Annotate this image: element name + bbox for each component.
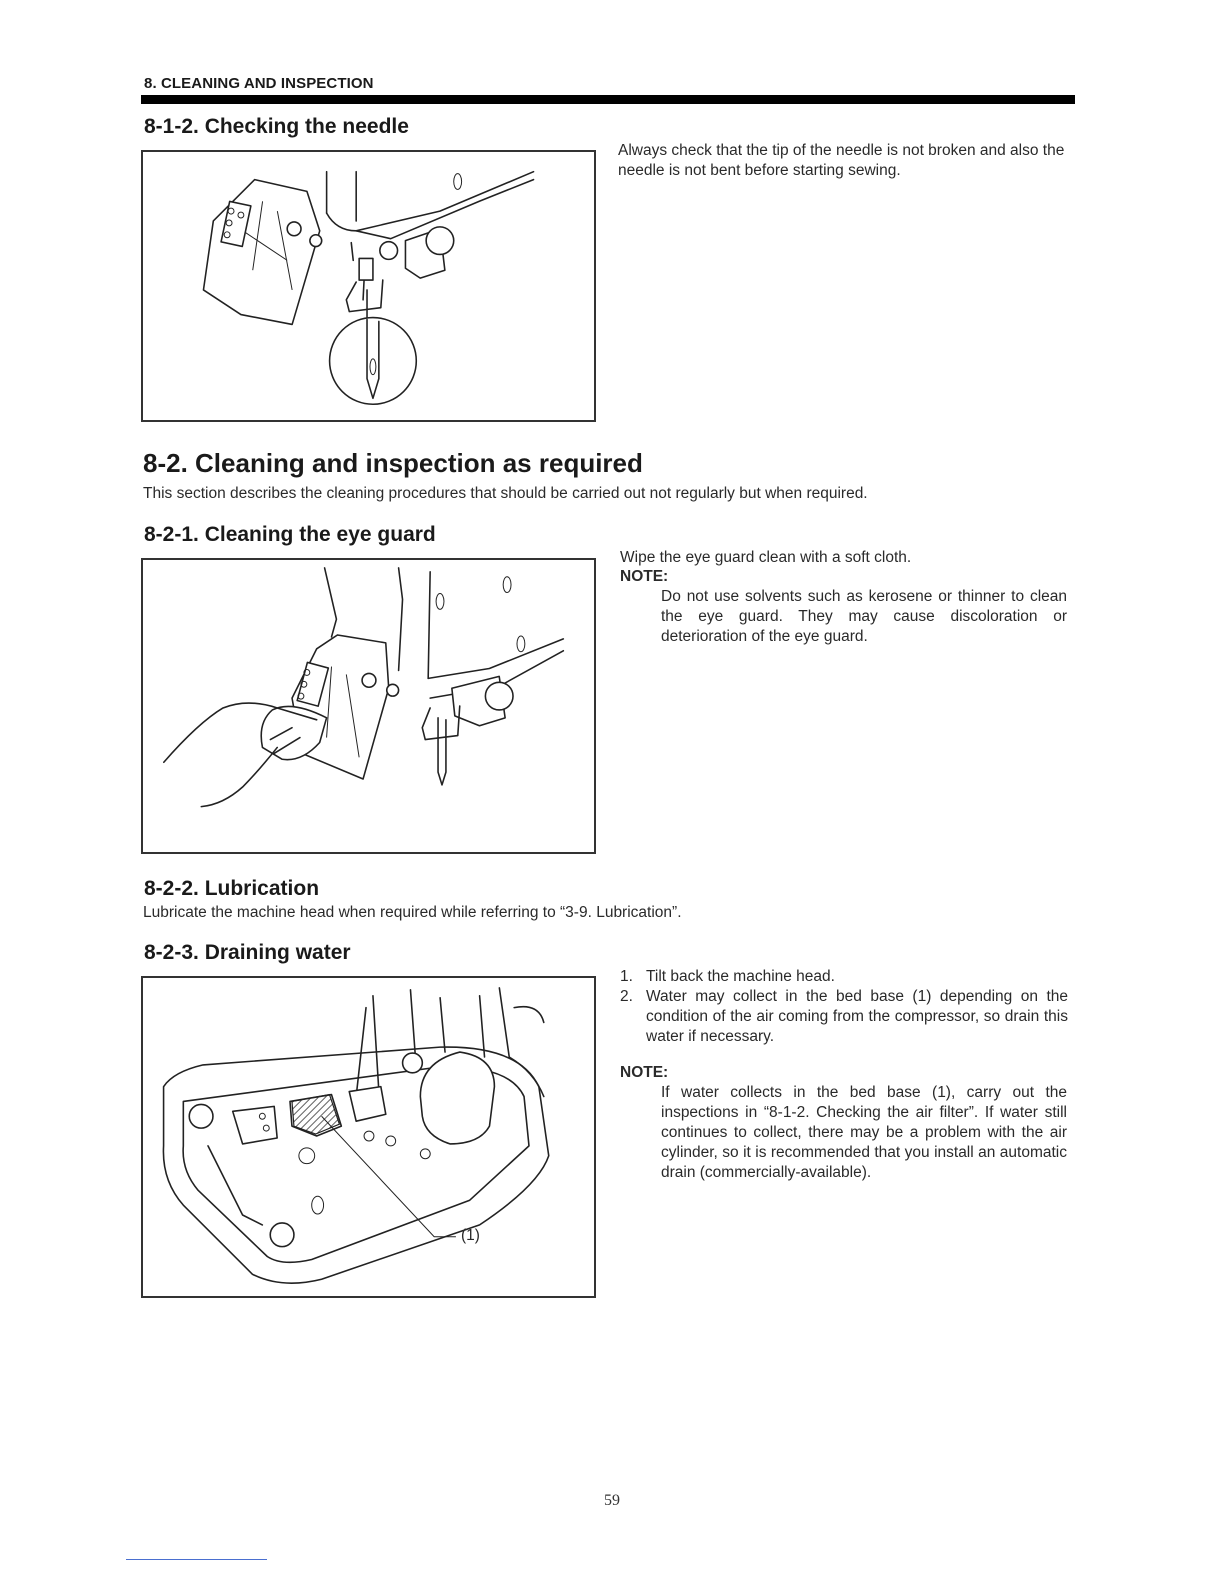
step-number: 2. (620, 988, 633, 1005)
header-rule (141, 95, 1075, 104)
heading-cleaning-eye-guard: 8-2-1. Cleaning the eye guard (144, 523, 436, 546)
page-number: 59 (604, 1492, 620, 1509)
heading-checking-needle: 8-1-2. Checking the needle (144, 115, 409, 138)
heading-draining-water: 8-2-3. Draining water (144, 941, 351, 964)
figure-draining-water (141, 976, 596, 1298)
draining-steps-list (620, 967, 1068, 1047)
callout-bed-base: (1) (461, 1227, 480, 1244)
step-text: Tilt back the machine head. (646, 968, 835, 985)
text-eye-guard-wipe: Wipe the eye guard clean with a soft cloth. (620, 549, 912, 566)
running-header: 8. CLEANING AND INSPECTION (144, 75, 374, 92)
step-number: 1. (620, 968, 633, 985)
section-title-cleaning-inspection: 8-2. Cleaning and inspection as required (143, 448, 643, 478)
note-text-draining: If water collects in the bed base (1), carry out the inspections in “8-1-2. Checking the air filter”. If water still continues to collect, there may be a problem with the air cylinder, so it is recommended that you install an automatic drain (commercially-available). (661, 1084, 1067, 1181)
step-text: Water may collect in the bed base (1) depending on the condition of the air coming from the compressor, so drain this water if necessary. (646, 988, 1068, 1045)
list-item (620, 987, 1068, 1047)
heading-lubrication: 8-2-2. Lubrication (144, 877, 320, 900)
section-intro: This section describes the cleaning procedures that should be carried out not regularly but when required. (143, 485, 868, 502)
note-label-draining: NOTE: (620, 1064, 669, 1081)
text-checking-needle: Always check that the tip of the needle is not broken and also the needle is not bent before starting sewing. (618, 142, 1065, 179)
footer-line (126, 1559, 267, 1560)
figure-cleaning-eye-guard (141, 558, 596, 854)
note-label-eye-guard: NOTE: (620, 568, 669, 585)
eye-guard-illustration (143, 560, 594, 852)
note-text-eye-guard: Do not use solvents such as kerosene or thinner to clean the eye guard. They may cause discoloration or deterioration of the eye guard. (661, 588, 1067, 645)
figure-checking-needle (141, 150, 596, 422)
bed-base-illustration (143, 978, 594, 1296)
text-lubrication: Lubricate the machine head when required while referring to “3-9. Lubrication”. (143, 904, 682, 921)
needle-illustration (143, 152, 594, 420)
list-item (620, 967, 1068, 987)
